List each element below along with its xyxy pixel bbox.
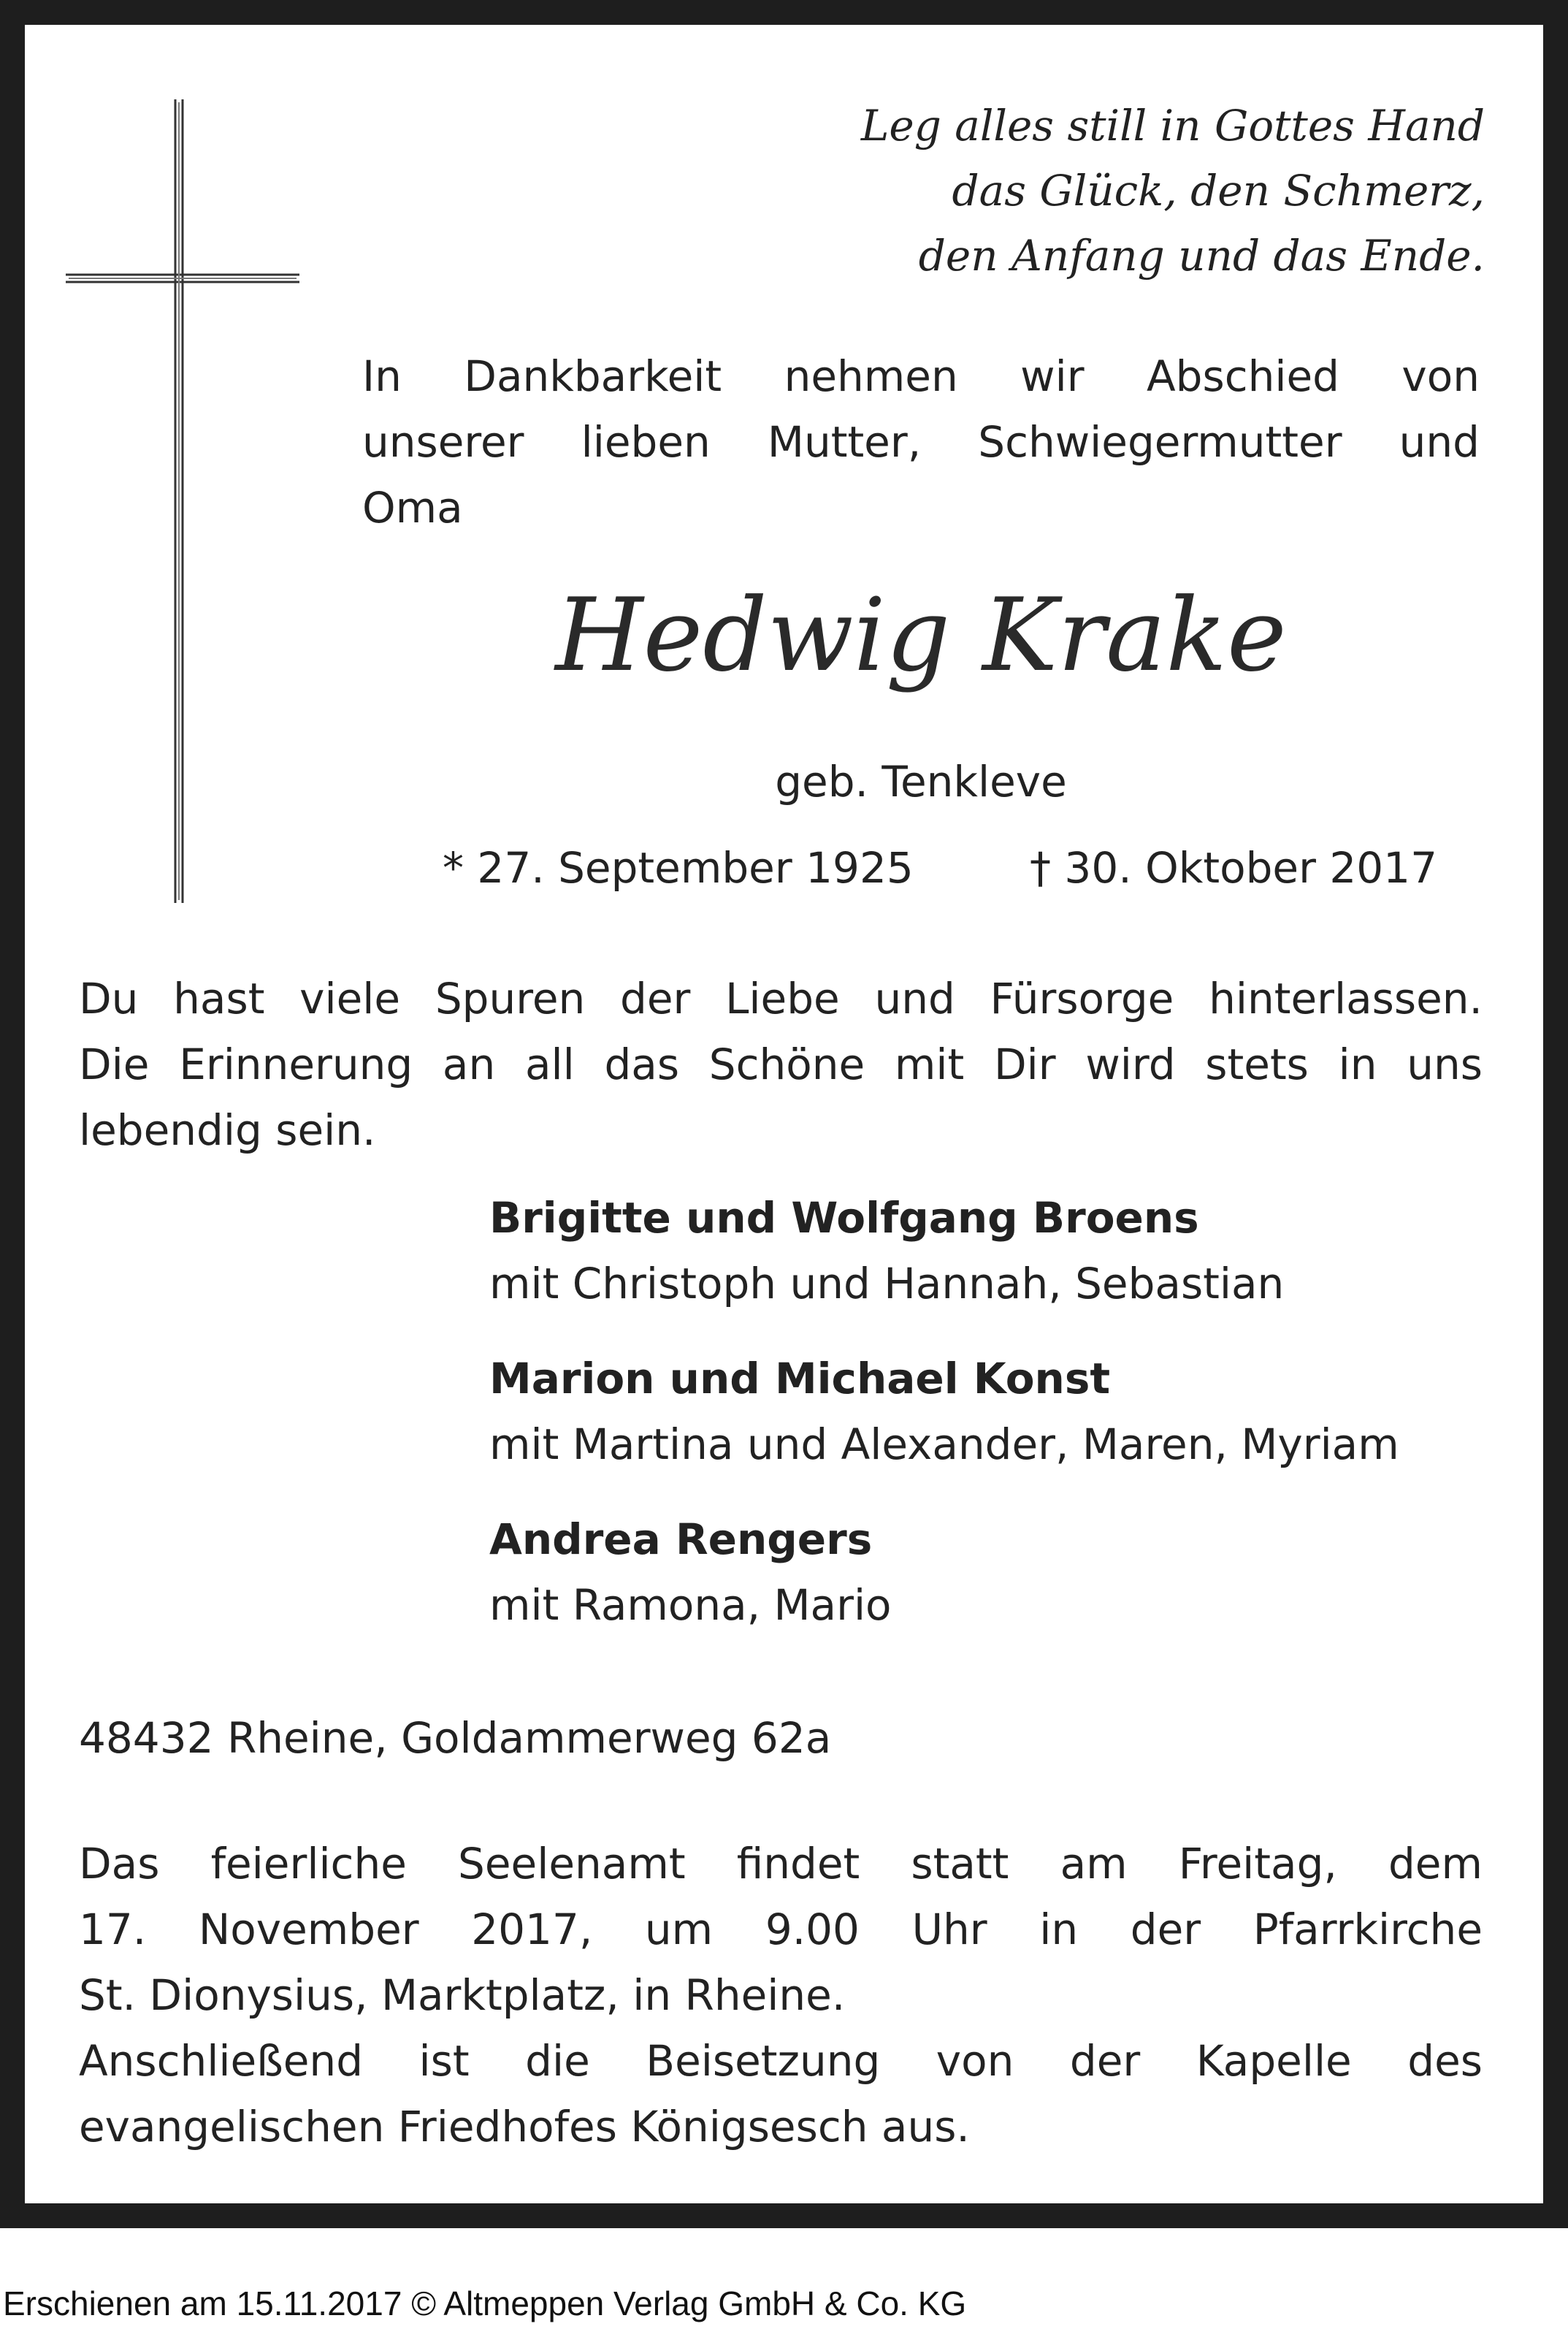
family-members: mit Martina und Alexander, Maren, Myriam — [489, 1419, 1399, 1469]
family-address: 48432 Rheine, Goldammerweg 62a — [79, 1713, 832, 1763]
motto-line: den Anfang und das Ende. — [918, 231, 1485, 281]
family-group — [489, 1506, 1526, 1638]
death-date: † 30. Oktober 2017 — [1030, 843, 1437, 893]
service-line: evangelischen Friedhofes Königsesch aus. — [79, 2102, 970, 2151]
motto-line: Leg alles still in Gottes Hand — [860, 101, 1485, 150]
family-members: mit Ramona, Mario — [489, 1580, 892, 1630]
tribute-text — [79, 966, 1483, 1163]
service-line: Das feierliche Seelenamt findet statt am Freitag, dem — [79, 1839, 1483, 1888]
service-line: 17. November 2017, um 9.00 Uhr in der Pfarrkirche — [79, 1905, 1483, 1954]
intro-line: unserer lieben Mutter, Schwiegermutter und — [362, 417, 1480, 467]
intro-text — [362, 343, 1480, 541]
family-name: Andrea Rengers — [489, 1514, 873, 1564]
publication-footer: Erschienen am 15.11.2017 © Altmeppen Verlag GmbH & Co. KG — [3, 2284, 967, 2322]
cross-icon — [66, 99, 307, 903]
deceased-name: Hedwig Krake — [555, 576, 1287, 694]
family-group — [489, 1185, 1526, 1316]
tribute-line: Du hast viele Spuren der Liebe und Fürsorge hinterlassen. — [79, 974, 1483, 1024]
family-members: mit Christoph und Hannah, Sebastian — [489, 1259, 1285, 1308]
intro-line: In Dankbarkeit nehmen wir Abschied von — [362, 351, 1480, 401]
maiden-name: geb. Tenkleve — [775, 757, 1067, 807]
intro-line: Oma — [362, 483, 463, 533]
service-line: St. Dionysius, Marktplatz, in Rheine. — [79, 1970, 846, 2020]
family-name: Marion und Michael Konst — [489, 1354, 1111, 1403]
family-name: Brigitte und Wolfgang Broens — [489, 1193, 1199, 1243]
motto-line: das Glück, den Schmerz, — [952, 166, 1485, 216]
tribute-line: Die Erinnerung an all das Schöne mit Dir wird stets in uns — [79, 1040, 1483, 1089]
motto-verse — [681, 94, 1485, 289]
birth-date: * 27. September 1925 — [443, 843, 914, 893]
family-group — [489, 1346, 1526, 1477]
tribute-line: lebendig sein. — [79, 1105, 376, 1155]
service-info — [79, 1831, 1483, 2160]
service-line: Anschließend ist die Beisetzung von der Kapelle des — [79, 2036, 1483, 2086]
